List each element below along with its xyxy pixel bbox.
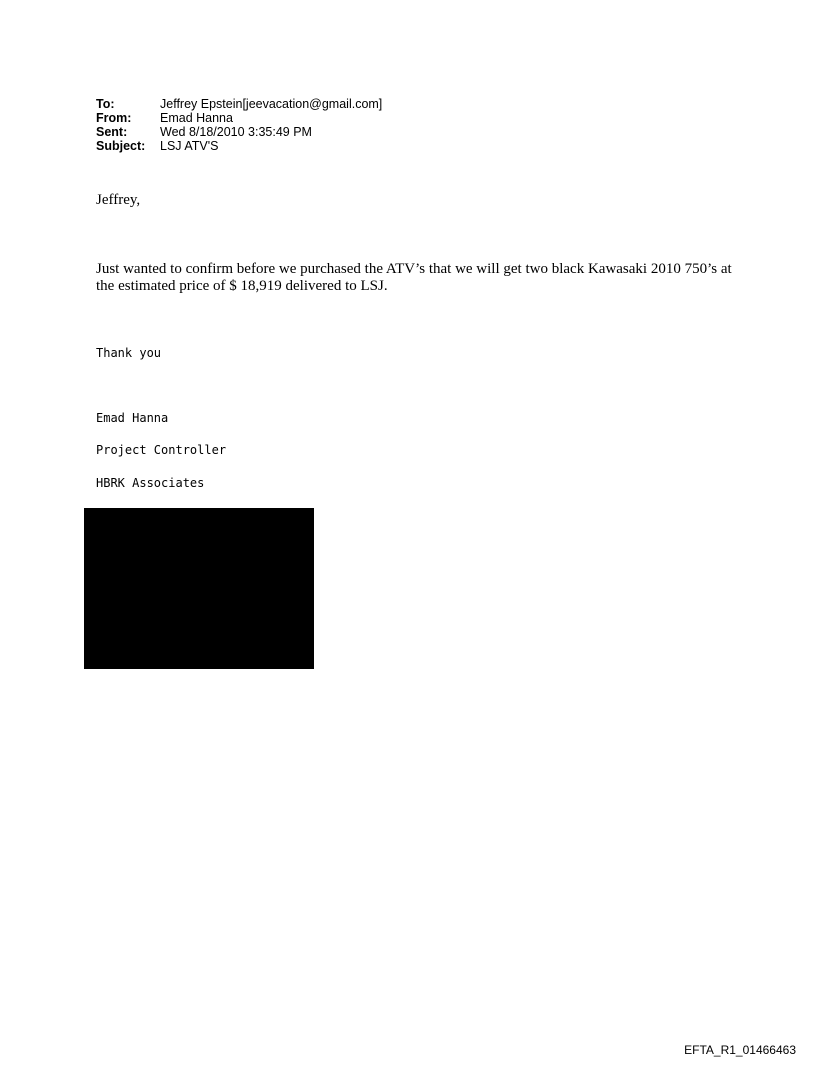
from-row <box>96 111 382 125</box>
from-label: From: <box>96 111 132 125</box>
sent-row <box>96 125 382 139</box>
subject-row <box>96 139 382 153</box>
email-closing: Thank you <box>96 346 162 360</box>
sent-label: Sent: <box>96 125 128 139</box>
redaction-block <box>84 508 314 669</box>
subject-label: Subject: <box>96 139 146 153</box>
document-id: EFTA_R1_01466463 <box>684 1043 796 1057</box>
to-value: Jeffrey Epstein[jeevacation@gmail.com] <box>160 97 383 111</box>
email-body: Just wanted to confirm before we purchased the ATV’s that we will get two black Kawasaki 2010 750’s at the estimated price of $ 18,919 delivered to LSJ. <box>96 261 732 294</box>
to-label: To: <box>96 97 115 111</box>
signature-name: Emad Hanna <box>96 411 169 425</box>
from-value: Emad Hanna <box>160 111 233 125</box>
email-greeting: Jeffrey, <box>96 192 141 208</box>
signature-title: Project Controller <box>96 443 227 457</box>
to-row <box>96 97 382 111</box>
signature-company: HBRK Associates <box>96 476 205 490</box>
sent-value: Wed 8/18/2010 3:35:49 PM <box>160 125 312 139</box>
email-header <box>96 97 382 153</box>
subject-value: LSJ ATV'S <box>160 139 219 153</box>
